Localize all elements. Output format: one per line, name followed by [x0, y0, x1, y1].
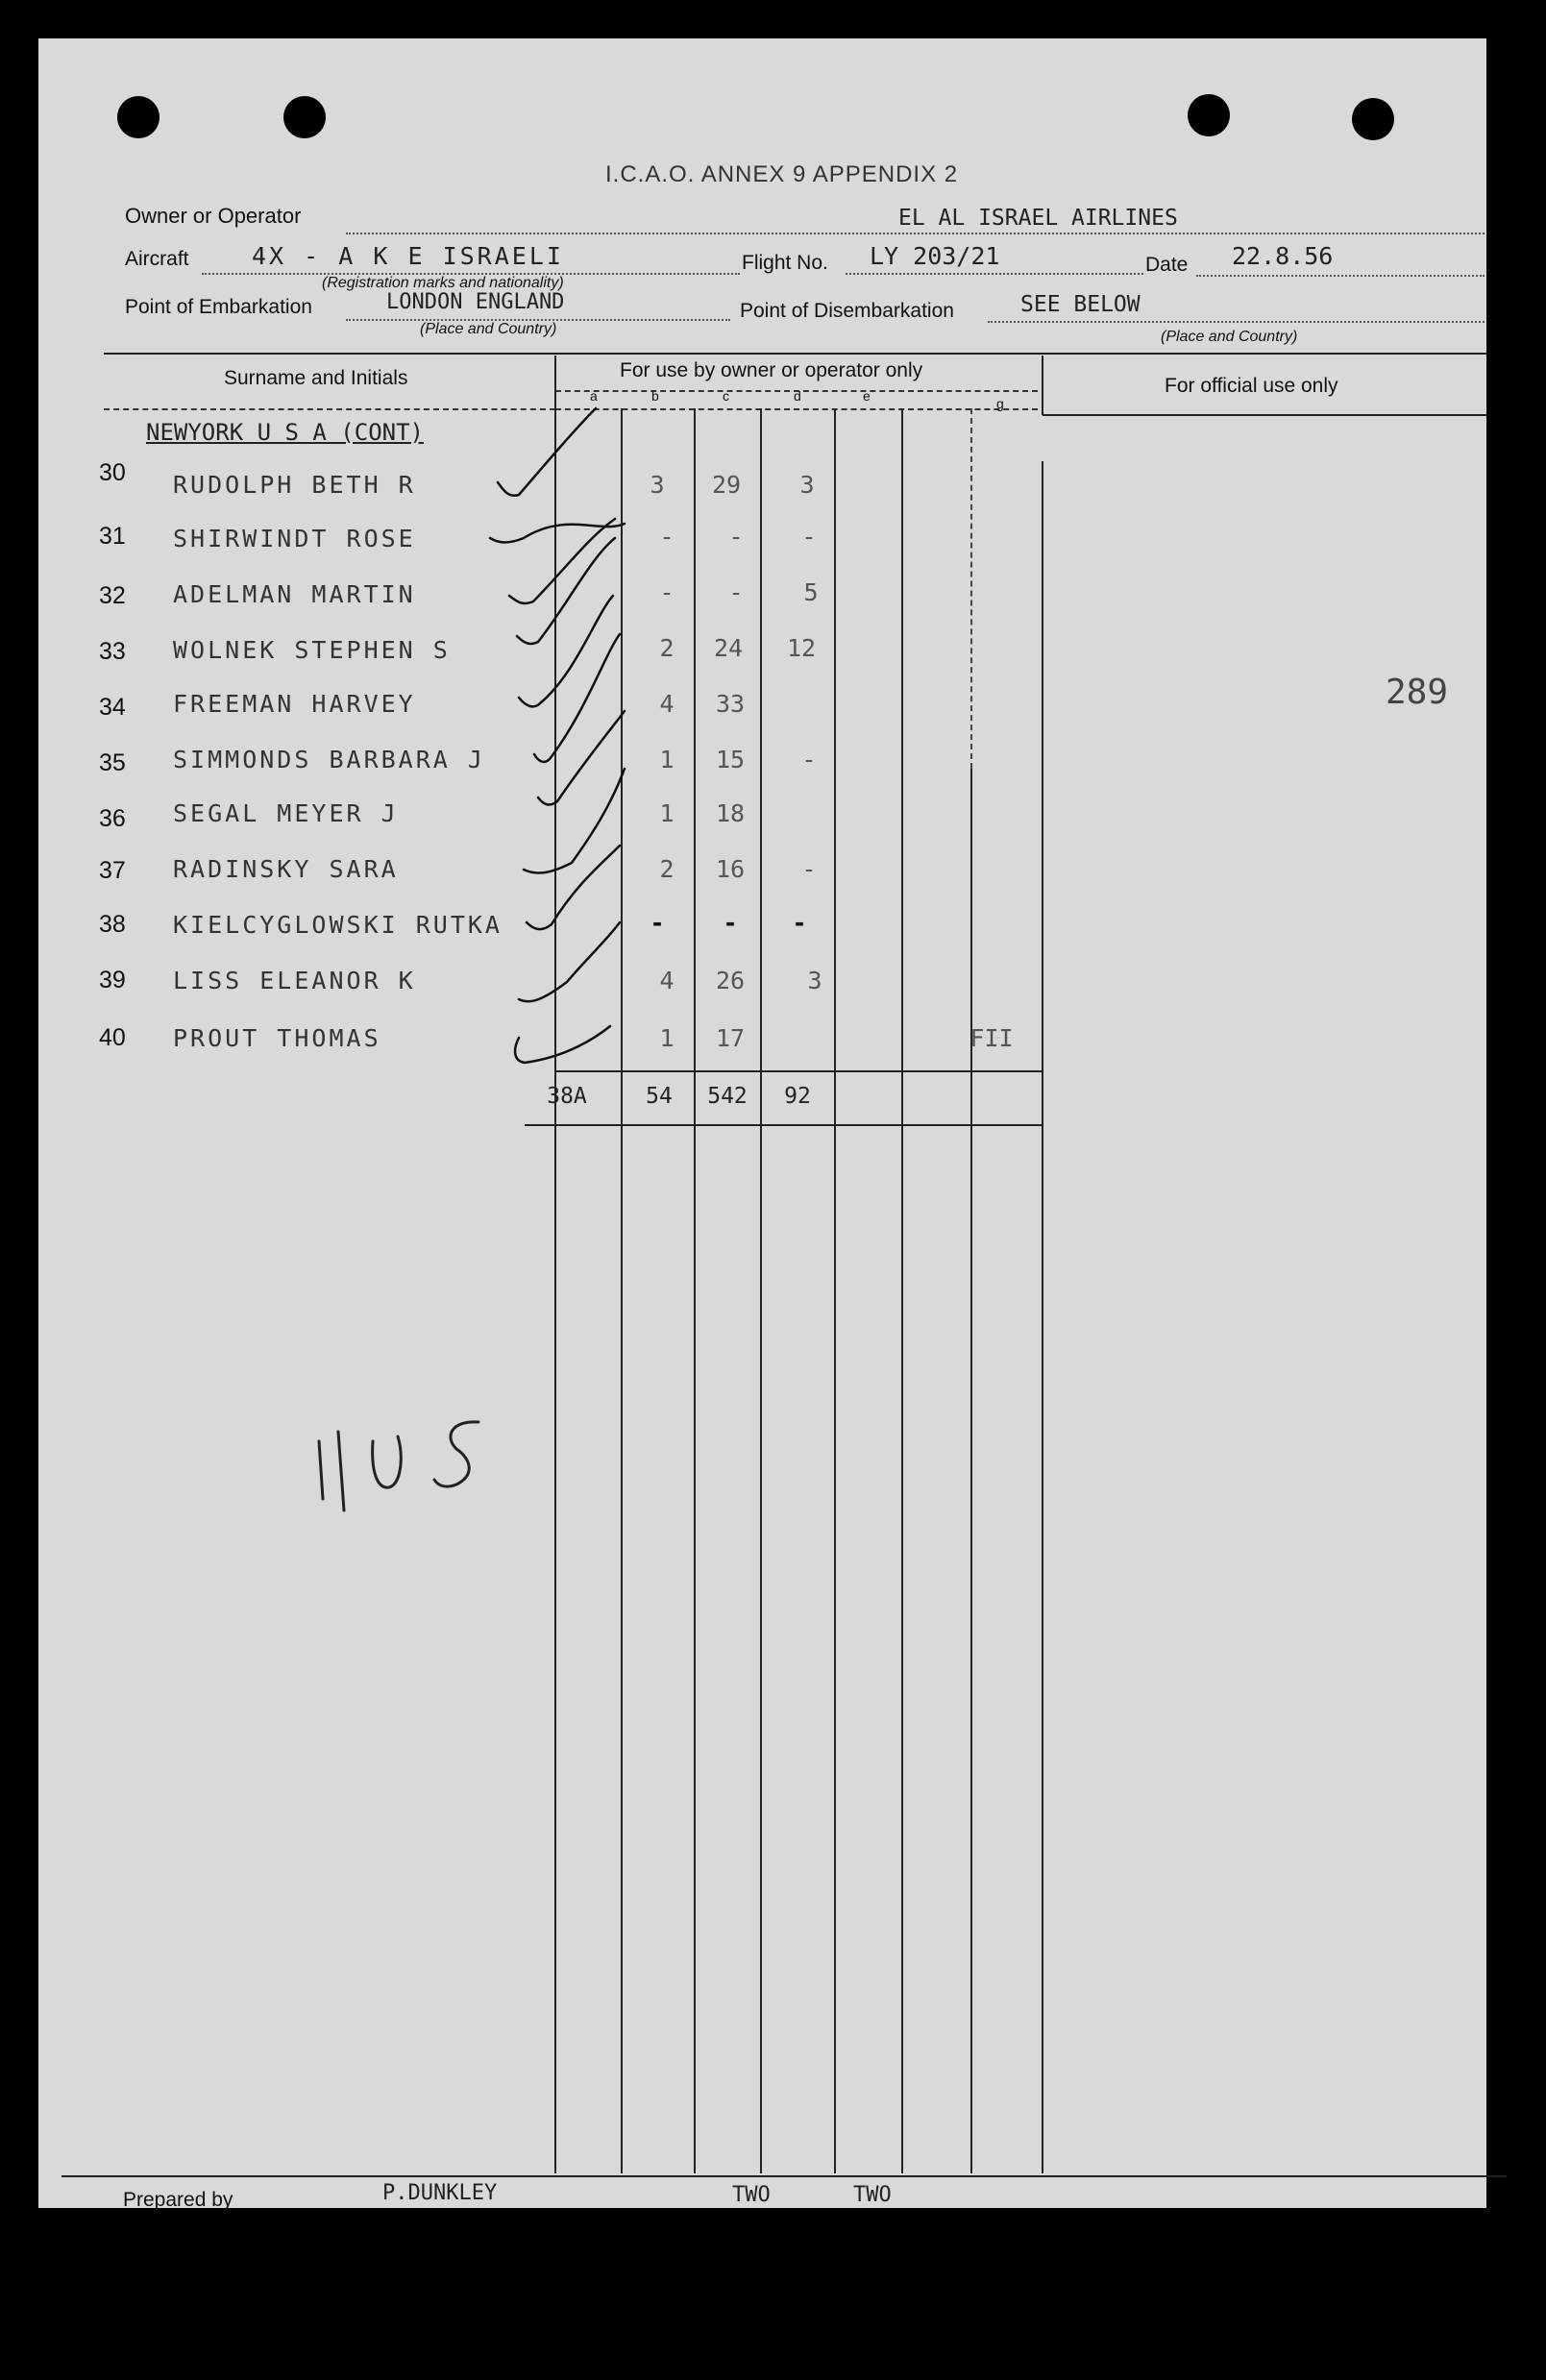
cell-b: 1	[659, 746, 675, 773]
owner-value: EL AL ISRAEL AIRLINES	[898, 206, 1178, 231]
cell-c: -	[728, 578, 744, 606]
date-label: Date	[1145, 254, 1189, 276]
embark-value: LONDON ENGLAND	[386, 290, 565, 314]
row-number: 35	[99, 749, 126, 776]
prepared-label: Prepared by	[123, 2189, 233, 2211]
total-c: 542	[707, 1084, 748, 1109]
cell-c: 16	[715, 855, 746, 883]
form-header: I.C.A.O. ANNEX 9 APPENDIX 2	[605, 161, 959, 187]
cell-c: -	[728, 523, 744, 551]
cell-d: -	[801, 855, 817, 883]
flight-label: Flight No.	[742, 252, 828, 274]
col-letter-d: d	[794, 388, 801, 404]
aircraft-value: 4X - A K E ISRAELI	[252, 242, 564, 270]
cell-b: 1	[659, 1024, 675, 1052]
footer-rule	[61, 2175, 1507, 2177]
cell-d: 3	[799, 471, 815, 499]
col-letter-e: e	[863, 388, 871, 404]
cell-b: -	[650, 909, 665, 937]
cell-c: 18	[715, 799, 746, 827]
cell-c: 24	[713, 634, 744, 662]
cell-d: 3	[807, 967, 822, 994]
cell-d: 12	[786, 634, 817, 662]
row-number: 30	[99, 459, 126, 486]
flight-value: LY 203/21	[870, 242, 1000, 270]
passenger-name: WOLNEK STEPHEN S	[173, 636, 451, 664]
row-number: 37	[99, 857, 126, 884]
passenger-name: SHIRWINDT ROSE	[173, 525, 416, 552]
disembark-label: Point of Disembarkation	[740, 300, 954, 322]
owner-label: Owner or Operator	[125, 204, 302, 228]
prepared-value: P.DUNKLEY	[382, 2181, 498, 2205]
total-b: 54	[646, 1084, 673, 1109]
passenger-name: ADELMAN MARTIN	[173, 580, 416, 608]
passenger-name: PROUT THOMAS	[173, 1024, 381, 1052]
cell-c: 29	[711, 471, 742, 499]
passenger-name: RUDOLPH BETH R	[173, 471, 416, 499]
cell-b: 1	[659, 799, 675, 827]
cell-c: -	[723, 909, 738, 937]
owner-use-header: For use by owner or operator only	[620, 359, 923, 381]
disembark-value: SEE BELOW	[1020, 292, 1141, 317]
cell-b: 4	[659, 967, 675, 994]
cell-b: 2	[659, 855, 675, 883]
passenger-name: SEGAL MEYER J	[173, 799, 399, 827]
total-a: 38A	[547, 1084, 587, 1109]
section-heading: NEWYORK U S A (CONT)	[146, 419, 424, 446]
aircraft-label: Aircraft	[125, 248, 189, 270]
total-d: 92	[784, 1084, 811, 1109]
cell-g: FII	[969, 1024, 1014, 1052]
cell-b: 4	[659, 690, 675, 718]
cell-d: 5	[803, 578, 819, 606]
row-number: 40	[99, 1024, 126, 1051]
col-letter-b: b	[651, 388, 659, 404]
passenger-name: LISS ELEANOR K	[173, 967, 416, 994]
col-letter-g: g	[996, 396, 1004, 411]
row-number: 38	[99, 911, 126, 938]
cell-d: -	[801, 746, 817, 773]
cell-d: -	[801, 523, 817, 551]
surname-header: Surname and Initials	[224, 367, 408, 389]
cell-b: -	[659, 523, 675, 551]
embark-note: (Place and Country)	[420, 321, 557, 337]
passenger-name: RADINSKY SARA	[173, 855, 399, 883]
row-number: 31	[99, 523, 126, 550]
passenger-name: FREEMAN HARVEY	[173, 690, 416, 718]
row-number: 33	[99, 638, 126, 665]
page-number: 289	[1386, 673, 1449, 712]
cell-d: -	[792, 909, 807, 937]
page-of-value: TWO	[853, 2183, 892, 2207]
disembark-note: (Place and Country)	[1161, 329, 1298, 345]
cell-c: 17	[715, 1024, 746, 1052]
date-value: 22.8.56	[1232, 242, 1334, 270]
cell-c: 33	[715, 690, 746, 718]
row-number: 34	[99, 694, 126, 721]
col-letter-a: a	[590, 388, 598, 404]
embark-label: Point of Embarkation	[125, 296, 312, 318]
cell-b: -	[659, 578, 675, 606]
page-value: TWO	[732, 2183, 771, 2207]
col-letter-c: c	[723, 388, 729, 404]
registration-note: (Registration marks and nationality)	[322, 275, 564, 291]
cell-c: 15	[715, 746, 746, 773]
row-number: 36	[99, 805, 126, 832]
passenger-name: SIMMONDS BARBARA J	[173, 746, 485, 773]
cell-c: 26	[715, 967, 746, 994]
row-number: 32	[99, 582, 126, 609]
row-number: 39	[99, 967, 126, 994]
cell-b: 2	[659, 634, 675, 662]
official-header: For official use only	[1165, 375, 1338, 397]
cell-b: 3	[650, 471, 665, 499]
passenger-name: KIELCYGLOWSKI RUTKA	[173, 911, 503, 939]
